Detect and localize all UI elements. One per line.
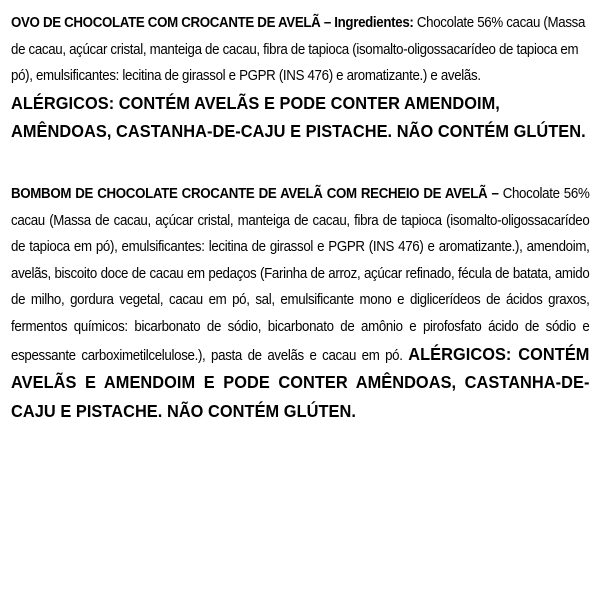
product-2-allergens-warning: ALÉRGICOS: CONTÉM AVELÃS E AMENDOIM E PODE CONTER AMÊNDOAS, CASTANHA-DE-CAJU E PISTACHE. NÃO CONTÉM GLÚTEN. <box>11 343 590 421</box>
product-1-ingredients-block <box>11 10 589 147</box>
product-1-heading: OVO DE CHOCOLATE COM CROCANTE DE AVELÃ – Ingredientes: <box>11 15 414 31</box>
product-1-ingredients-text: Chocolate 56% cacau (Massa de cacau, açúcar cristal, manteiga de cacau, fibra de tapioca (isomalto-oligossacarídeo de tapioca em pó), emulsificantes: lecitina de girassol e PGPR (INS 476) e aromatizante.) e avelãs. <box>11 15 586 85</box>
product-2-heading: BOMBOM DE CHOCOLATE CROCANTE DE AVELÃ COM RECHEIO DE AVELÃ – <box>11 185 499 202</box>
product-1-allergens-warning: ALÉRGICOS: CONTÉM AVELÃS E PODE CONTER AMENDOIM, AMÊNDOAS, CASTANHA-DE-CAJU E PISTACHE. NÃO CONTÉM GLÚTEN. <box>11 92 586 142</box>
product-2-ingredients-block <box>11 181 589 426</box>
product-2-ingredients-text: Chocolate 56% cacau (Massa de cacau, açúcar cristal, manteiga de cacau, fibra de tapioca (isomalto-oligossacarídeo de tapioca em pó), emulsificantes: lecitina de girassol e PGPR (INS 476) e aromatizante.), amendoim, avelãs, biscoito doce de cacau em pedaços (Farinha de arroz, açúcar refinado, fécula de batata, amido de milho, gordura vegetal, cacau em pó, sal, emulsificante mono e diglicerídeos de ácidos graxos, fermentos químicos: bicarbonato de sódio, bicarbonato de amônio e pirofosfato ácido de sódio e espessante carboximetilcelulose.), pasta de avelãs e cacau em pó. <box>11 185 590 364</box>
